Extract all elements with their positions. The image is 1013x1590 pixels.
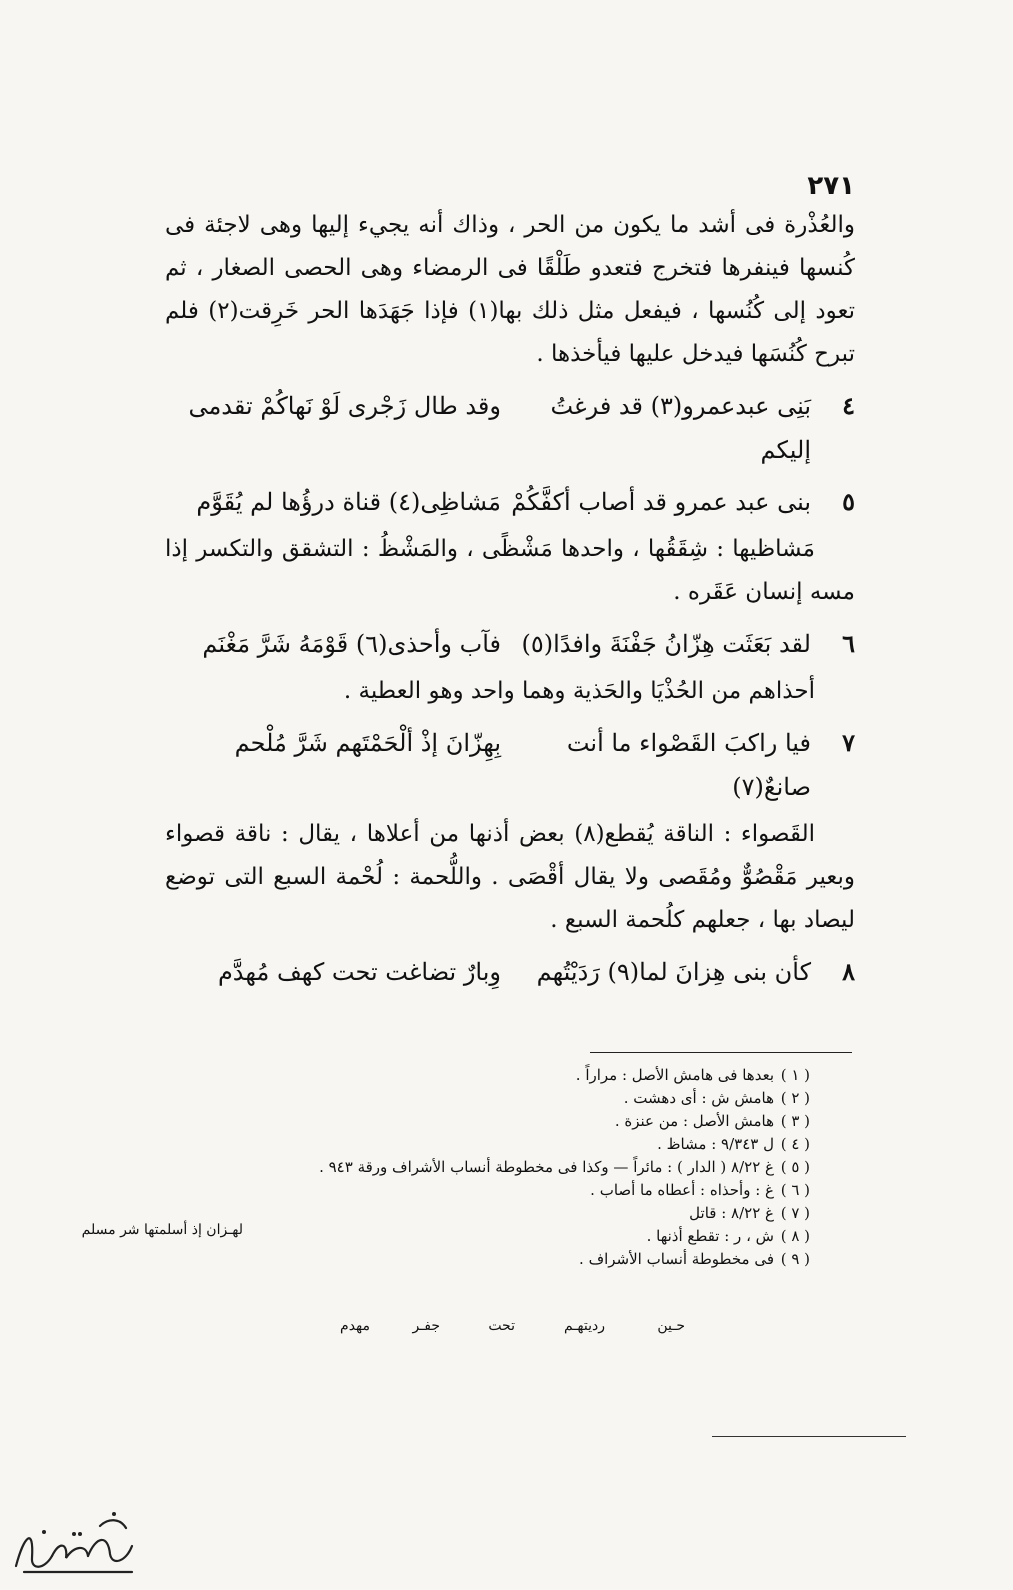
- calligraphy-logo-icon: [4, 1496, 144, 1580]
- footnote-item: [240, 1179, 810, 1202]
- footnote-text: بعدها فى هامش الأصل : مراراً .: [575, 1066, 774, 1084]
- verse-4: [165, 384, 855, 472]
- verse-hemistich-second: وقد طال زَجْرى لَوْ نَهاكُمْ تقدمى: [188, 392, 501, 420]
- verse-hemistich-second: مَشاظِى(٤) قناة درؤُها لم يُقَوَّم: [196, 488, 501, 516]
- footnote-item: [240, 1248, 810, 1271]
- footnote-number: ( ٨ ): [780, 1227, 810, 1245]
- verse-number: ٤: [842, 391, 855, 420]
- verse-hemistich-second: بِهِزّانَ إذْ ألْحَمْتَهم شَرَّ مُلْحم: [234, 729, 501, 757]
- verse-hemistich-first: لقد بَعَثَت هِزّانُ جَفْنَةَ وافدًا(٥): [521, 630, 811, 658]
- verse-hemistich-second: فآب وأحذى(٦) قَوْمَهُ شَرَّ مَغْنَم: [202, 630, 501, 658]
- verse-7: [165, 721, 855, 809]
- commentary-verse-7: القَصواء : الناقة يُقطع(٨) بعض أذنها من أعلاها ، يقال : ناقة قصواء وبعير مَقْصُوٌّ ومُقَصى ولا يقال أقْصَى . واللُّحمة : لُحْمة السبع التى توضع ليصاد بها ، جعلهم كلُحمة السبع .: [165, 821, 855, 933]
- footnote-text: فى مخطوطة أنساب الأشراف .: [579, 1250, 774, 1268]
- footnote-text: غ ٨/٢٢ ( الدار ) : مائراً — وكذا فى مخطوطة أنساب الأشراف ورقة ٩٤٣ .: [319, 1158, 774, 1176]
- footnote-number: ( ١ ): [780, 1066, 810, 1084]
- footnote-item: [240, 1133, 810, 1156]
- verse-number: ٨: [842, 957, 855, 986]
- footnote-9-variant-word: جفـر: [412, 1318, 440, 1334]
- commentary-verse-6: أحذاهم من الحُذْيَا والحَذية وهما واحد وهو العطية .: [343, 678, 815, 704]
- footnote-number: ( ٢ ): [780, 1089, 810, 1107]
- footnote-9-variant-word: رديتهـم: [564, 1318, 605, 1334]
- bottom-rule: [712, 1436, 906, 1437]
- footnotes: [240, 1064, 810, 1271]
- verse-hemistich-first: بنى عبد عمرو قد أصاب أكفَّكُمْ: [511, 488, 811, 516]
- verse-number: ٧: [842, 728, 855, 757]
- footnote-item: [240, 1110, 810, 1133]
- verse-hemistich-second: وِبارٌ تضاغت تحت كهف مُهدَّم: [217, 958, 501, 986]
- commentary-verse-5: مَشاظيها : شِقَقُها ، واحدها مَشْظًى ، والمَشْظُ : التشقق والتكسر إذا مسه إنسان عَقَره .: [165, 536, 855, 605]
- footnote-number: ( ٣ ): [780, 1112, 810, 1130]
- footnote-number: ( ٤ ): [780, 1135, 810, 1153]
- footnote-9-variant-word: تحت: [488, 1318, 515, 1334]
- verse-hemistich-first: كأن بنى هِزانَ لما(٩) رَدَيْتُهم: [536, 958, 811, 986]
- footnote-item: [240, 1202, 810, 1225]
- verse-5: [165, 480, 855, 524]
- footnote-text: ش ، ر : تقطع أذنها .: [646, 1227, 774, 1245]
- footnote-text: هامش الأصل : من عنزة .: [614, 1112, 774, 1130]
- footnote-text: ل ٩/٣٤٣ : مشاظ .: [657, 1135, 774, 1153]
- page-body: [165, 168, 855, 998]
- page-number: ٢٧١: [807, 171, 855, 201]
- footnote-item: [240, 1225, 810, 1248]
- intro-paragraph: والعُذْرة فى أشد ما يكون من الحر ، وذاك أنه يجيء إليها وهى لاجئة فى كُنسها فينفرها فتخرج فتعدو طَلْقًا فى الرمضاء وهى الحصى الصغار ، ثم تعود إلى كُنُسها ، فيفعل مثل ذلك بها(١) فإذا جَهَدَها الحر خَرِقت(٢) فلم تبرح كُنُسَها فيدخل عليها فيأخذها .: [165, 212, 855, 367]
- footnote-item: [240, 1087, 810, 1110]
- footnote-9-variant-word: مهدم: [340, 1318, 370, 1334]
- footnote-text: غ ٨/٢٢ : قاتل: [689, 1204, 774, 1222]
- footnote-item: [240, 1064, 810, 1087]
- verse-number: ٥: [842, 487, 855, 516]
- verse-hemistich-first: فيا راكبَ القَصْواء ما أنت صانعٌ(٧): [566, 729, 811, 801]
- footnote-number: ( ٦ ): [780, 1181, 810, 1199]
- footnote-7-variant-verse: لهـزان إذ أسلمتها شر مسلم: [81, 1222, 243, 1238]
- footnote-9-variant-word: حـين: [657, 1318, 685, 1334]
- footnote-text: غ : وأحذاه : أعطاه ما أصاب .: [590, 1181, 774, 1199]
- footnote-number: ( ٥ ): [780, 1158, 810, 1176]
- verse-8: [165, 950, 855, 994]
- footnote-number: ( ٧ ): [780, 1204, 810, 1222]
- footnote-text: هامش ش : أى دهشت .: [623, 1089, 774, 1107]
- footnote-number: ( ٩ ): [780, 1250, 810, 1268]
- footnote-item: [240, 1156, 810, 1179]
- verse-number: ٦: [842, 629, 855, 658]
- verse-hemistich-first: بَنِى عبدعمرو(٣) قد فرغتُ إليكم: [550, 392, 811, 464]
- footnote-separator: [590, 1052, 852, 1053]
- verse-6: [165, 622, 855, 666]
